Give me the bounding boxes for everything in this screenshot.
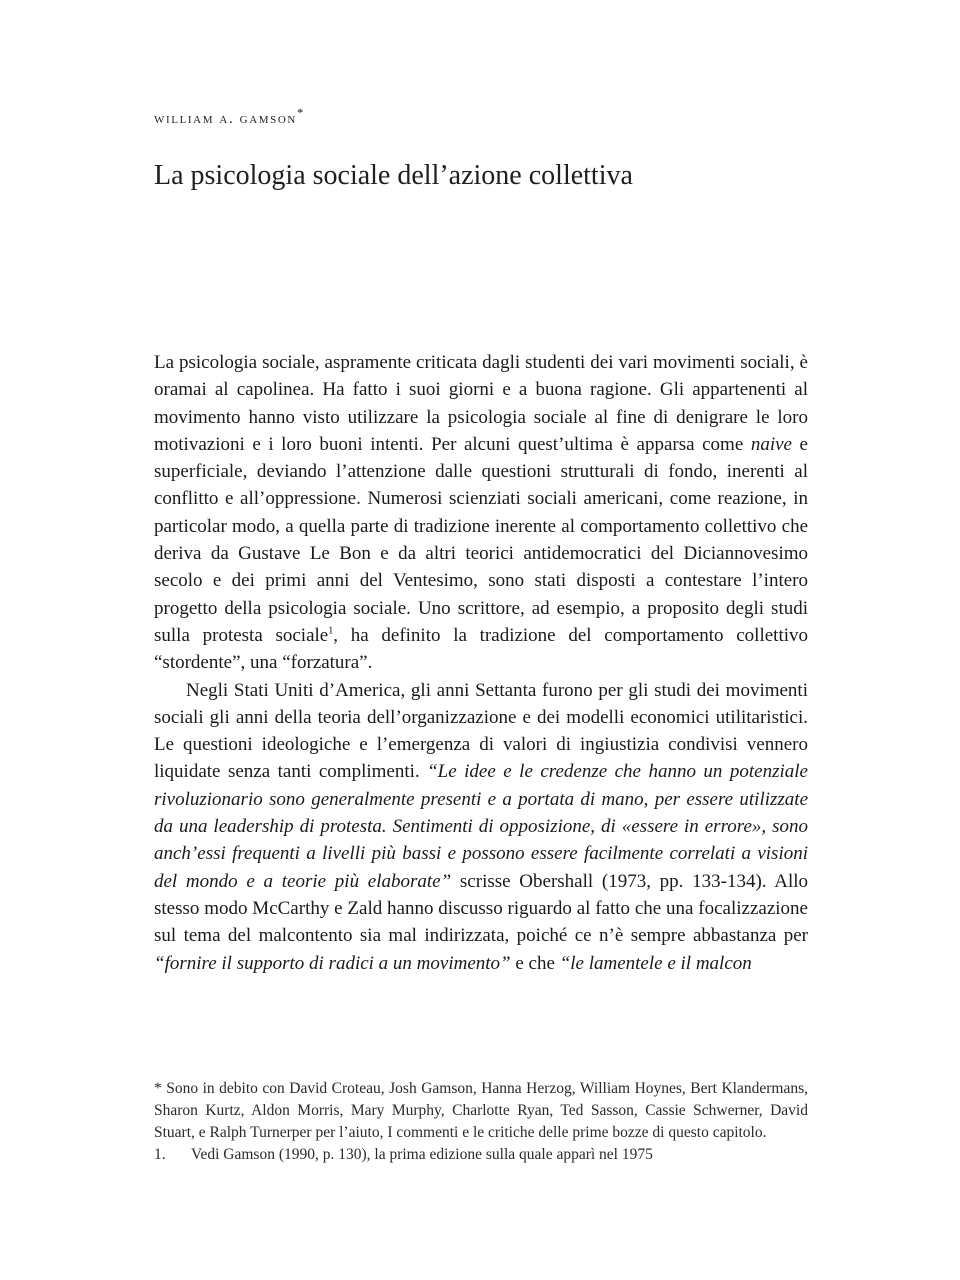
author-text: william a. gamson [154, 111, 297, 127]
text-run: e che [510, 952, 560, 974]
text-run: , ha definito la tradizione del comportamento collettivo “stordente”, una “forzatura”. [154, 624, 809, 674]
footnote-star: * Sono in debito con David Croteau, Josh Gamson, Hanna Herzog, William Hoynes, Bert Klandermans, Sharon Kurtz, Aldon Morris, Mary Murphy, Charlotte Ryan, Ted Sasson, Cassie Schwerner, David Stuart, e Ralph Turnerper per l’aiuto, I commenti e le critiche delle prime bozze di questo capitolo. [154, 1080, 808, 1141]
italic-term: naive [750, 433, 792, 455]
text-run: Negli Stati Uniti d’America, gli anni Settanta furono per gli studi dei movimenti sociali gli anni della teoria dell’organizzazione e dei modelli economici utilitaristici. Le questioni ideologiche e l’emergenza di valori di ingiustizia condivisi vennero liquidate senza tanti complimenti. [154, 679, 808, 783]
footnote-1 [154, 1144, 808, 1166]
footnote-ref-1: 1 [328, 625, 334, 637]
italic-quote: “fornire il supporto di radici a un movimento” [154, 952, 511, 974]
body-text [154, 349, 808, 977]
footnote-text: Vedi Gamson (1990, p. 130), la prima edizione sulla quale apparì nel 1975 [191, 1146, 653, 1163]
paragraph-2 [154, 677, 808, 977]
italic-quote: “le lamentele e il malcon [559, 952, 752, 974]
text-run: e superficiale, deviando l’attenzione dalle questioni strutturali di fondo, inerenti al conflitto e all’oppressione. Numerosi scienziati sociali americani, come reazione, in particolar modo, a quella parte di tradizione inerente al comportamento collettivo che deriva da Gustave Le Bon e da altri teorici antidemocratici del Diciannovesimo secolo e dei primi anni del Ventesimo, sono stati disposti a contestare l’intero progetto della psicologia sociale. Uno scrittore, ad esempio, a proposito degli studi sulla protesta sociale [154, 433, 808, 646]
chapter-title: La psicologia sociale dell’azione collettiva [154, 160, 633, 191]
italic-quote: “Le idee e le credenze che hanno un potenziale rivoluzionario sono generalmente presenti e a portata di mano, per essere utilizzate da una leadership di protesta. Sentimenti di opposizione, di «essere in errore», sono anch’essi frequenti a livelli più bassi e possono essere facilmente correlati a visioni del mondo e a teorie più elaborate” [154, 761, 808, 892]
text-run: scrisse Obershall (1973, pp. 133-134). Allo stesso modo McCarthy e Zald hanno discusso riguardo al fatto che una focalizzazione sul tema del malcontento sia mal indirizzata, poiché ce n’è sempre abbastanza per [154, 870, 808, 947]
author-footnote-mark: * [296, 106, 305, 120]
text-run: La psicologia sociale, aspramente criticata dagli studenti dei vari movimenti sociali, è oramai al capolinea. Ha fatto i suoi giorni e a buona ragione. Gli appartenenti al movimento hanno visto utilizzare la psicologia sociale al fine di denigrare le loro motivazioni e i loro buoni intenti. Per alcuni quest’ultima è apparsa come [154, 352, 808, 455]
author-name [154, 106, 305, 128]
paragraph-1 [154, 349, 808, 677]
footnote-number: 1. [154, 1146, 166, 1163]
footnotes [154, 1078, 808, 1166]
